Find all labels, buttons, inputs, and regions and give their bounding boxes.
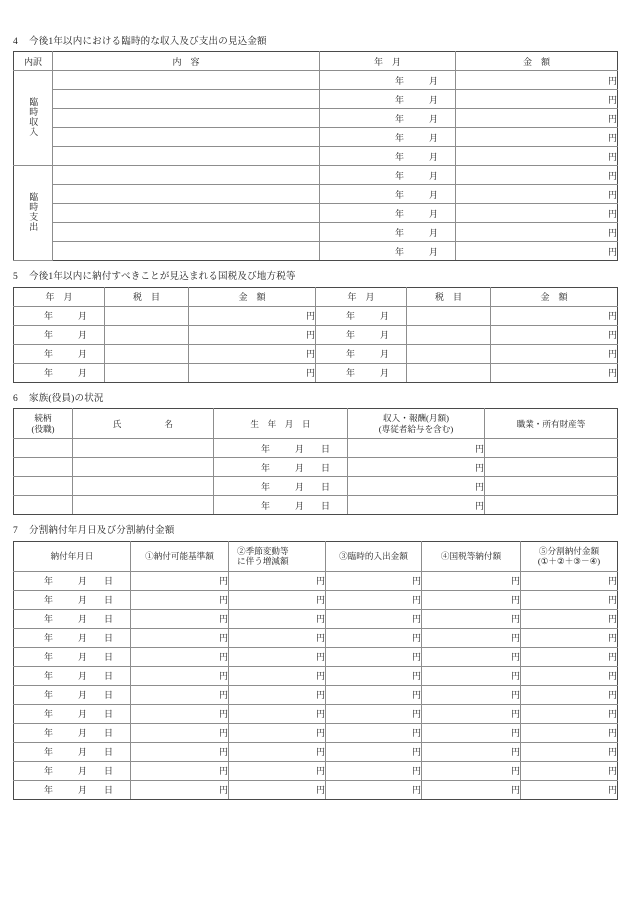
installment-amount-input-cell[interactable]: 円: [521, 780, 618, 799]
year-month-input-cell[interactable]: 年 月: [14, 344, 105, 363]
year-month-input-cell[interactable]: 年 月: [320, 204, 456, 223]
occupation-input-cell[interactable]: [485, 496, 618, 515]
table-row: [14, 571, 618, 590]
temporary-amount-input-cell[interactable]: 円: [326, 761, 422, 780]
table-row: [14, 306, 618, 325]
occupation-input-cell[interactable]: [485, 458, 618, 477]
tax-item-input-cell[interactable]: [407, 363, 491, 382]
installment-amount-input-cell[interactable]: 円: [521, 742, 618, 761]
amount-input-cell[interactable]: 円: [189, 325, 316, 344]
header-seasonal-adjustment: ②季節変動等 に伴う増減額: [229, 541, 326, 571]
temporary-amount-input-cell[interactable]: 円: [326, 609, 422, 628]
content-input-cell[interactable]: [53, 109, 320, 128]
table-row: [14, 71, 618, 90]
section-5-table: [13, 287, 618, 383]
amount-input-cell[interactable]: 円: [456, 185, 618, 204]
table-header-row: [14, 409, 618, 439]
relation-input-cell[interactable]: [14, 458, 73, 477]
section-5-number: 5: [13, 272, 18, 283]
section-6-title: [0, 394, 630, 408]
tax-payment-input-cell[interactable]: 円: [422, 704, 521, 723]
base-amount-input-cell[interactable]: 円: [131, 704, 229, 723]
year-month-input-cell[interactable]: 年 月: [316, 325, 407, 344]
table-row: [14, 166, 618, 185]
tax-item-input-cell[interactable]: [105, 306, 189, 325]
content-input-cell[interactable]: [53, 223, 320, 242]
content-input-cell[interactable]: [53, 90, 320, 109]
year-month-input-cell[interactable]: 年 月: [320, 166, 456, 185]
content-input-cell[interactable]: [53, 128, 320, 147]
year-month-input-cell[interactable]: 年 月: [316, 344, 407, 363]
seasonal-adjustment-input-cell[interactable]: 円: [229, 723, 326, 742]
occupation-input-cell[interactable]: [485, 477, 618, 496]
seasonal-adjustment-input-cell[interactable]: 円: [229, 647, 326, 666]
temporary-amount-input-cell[interactable]: 円: [326, 685, 422, 704]
name-input-cell[interactable]: [73, 439, 214, 458]
table-row: [14, 647, 618, 666]
amount-input-cell[interactable]: 円: [456, 223, 618, 242]
section-5-heading-text: 今後1年以内に納付すべきことが見込まれる国税及び地方税等: [29, 272, 296, 283]
year-month-input-cell[interactable]: 年 月: [320, 109, 456, 128]
seasonal-adjustment-input-cell[interactable]: 円: [229, 704, 326, 723]
spacer-4-5: [0, 261, 630, 272]
base-amount-input-cell[interactable]: 円: [131, 780, 229, 799]
seasonal-adjustment-input-cell[interactable]: 円: [229, 628, 326, 647]
header-amount: 金 額: [456, 52, 618, 71]
header-year-month-2: 年 月: [316, 287, 407, 306]
header-installment-amount: ⑤分割納付金額 (①＋②＋③－④): [521, 541, 618, 571]
temporary-amount-input-cell[interactable]: 円: [326, 590, 422, 609]
tax-payment-input-cell[interactable]: 円: [422, 780, 521, 799]
tax-payment-input-cell[interactable]: 円: [422, 590, 521, 609]
name-input-cell[interactable]: [73, 458, 214, 477]
amount-input-cell[interactable]: 円: [189, 344, 316, 363]
payment-date-input-cell[interactable]: 年 月 日: [14, 742, 131, 761]
base-amount-input-cell[interactable]: 円: [131, 590, 229, 609]
table-row: [14, 185, 618, 204]
amount-input-cell[interactable]: 円: [456, 166, 618, 185]
section-5-title: [0, 272, 630, 286]
section-4-table: [13, 51, 618, 261]
tax-item-input-cell[interactable]: [105, 325, 189, 344]
seasonal-adjustment-input-cell[interactable]: 円: [229, 609, 326, 628]
table-row: [14, 780, 618, 799]
header-year-month: 年 月: [320, 52, 456, 71]
base-amount-input-cell[interactable]: 円: [131, 685, 229, 704]
table-row: [14, 496, 618, 515]
table-row: [14, 458, 618, 477]
spacer-5-6: [0, 383, 630, 394]
amount-input-cell[interactable]: 円: [456, 90, 618, 109]
section-7-title: [0, 526, 630, 540]
year-month-input-cell[interactable]: 年 月: [14, 325, 105, 344]
amount-input-cell[interactable]: 円: [491, 344, 618, 363]
table-row: [14, 666, 618, 685]
amount-input-cell[interactable]: 円: [189, 363, 316, 382]
payment-date-input-cell[interactable]: 年 月 日: [14, 780, 131, 799]
table-row: [14, 685, 618, 704]
name-input-cell[interactable]: [73, 496, 214, 515]
tax-payment-input-cell[interactable]: 円: [422, 571, 521, 590]
base-amount-input-cell[interactable]: 円: [131, 742, 229, 761]
installment-amount-input-cell[interactable]: 円: [521, 761, 618, 780]
amount-input-cell[interactable]: 円: [456, 147, 618, 166]
payment-date-input-cell[interactable]: 年 月 日: [14, 609, 131, 628]
section-4-title: [0, 37, 630, 51]
seasonal-adjustment-input-cell[interactable]: 円: [229, 742, 326, 761]
seasonal-adjustment-input-cell[interactable]: 円: [229, 685, 326, 704]
payment-date-input-cell[interactable]: 年 月 日: [14, 647, 131, 666]
content-input-cell[interactable]: [53, 71, 320, 90]
seasonal-adjustment-input-cell[interactable]: 円: [229, 780, 326, 799]
section-7: [0, 526, 630, 799]
income-input-cell[interactable]: 円: [348, 496, 485, 515]
table-row: [14, 590, 618, 609]
tax-payment-input-cell[interactable]: 円: [422, 628, 521, 647]
table-row: [14, 344, 618, 363]
seasonal-adjustment-input-cell[interactable]: 円: [229, 590, 326, 609]
amount-input-cell[interactable]: 円: [491, 325, 618, 344]
table-header-row: [14, 541, 618, 571]
installment-amount-input-cell[interactable]: 円: [521, 685, 618, 704]
amount-input-cell[interactable]: 円: [189, 306, 316, 325]
tax-item-input-cell[interactable]: [105, 344, 189, 363]
content-input-cell[interactable]: [53, 147, 320, 166]
payment-date-input-cell[interactable]: 年 月 日: [14, 590, 131, 609]
relation-input-cell[interactable]: [14, 477, 73, 496]
table-row: [14, 439, 618, 458]
temporary-amount-input-cell[interactable]: 円: [326, 742, 422, 761]
header-amount-2: 金 額: [491, 287, 618, 306]
payment-date-input-cell[interactable]: 年 月 日: [14, 571, 131, 590]
header-temporary-amount: ③臨時的入出金額: [326, 541, 422, 571]
year-month-input-cell[interactable]: 年 月: [14, 363, 105, 382]
header-income: 収入・報酬(月額) (専従者給与を含む): [348, 409, 485, 439]
section-7-heading-text: 分割納付年月日及び分割納付金額: [29, 526, 175, 537]
temporary-amount-input-cell[interactable]: 円: [326, 780, 422, 799]
year-month-input-cell[interactable]: 年 月: [320, 242, 456, 261]
tax-item-input-cell[interactable]: [407, 306, 491, 325]
header-payment-date: 納付年月日: [14, 541, 131, 571]
base-amount-input-cell[interactable]: 円: [131, 571, 229, 590]
installment-amount-input-cell[interactable]: 円: [521, 704, 618, 723]
header-tax-item-2: 税 目: [407, 287, 491, 306]
tax-item-input-cell[interactable]: [105, 363, 189, 382]
base-amount-input-cell[interactable]: 円: [131, 723, 229, 742]
seasonal-adjustment-input-cell[interactable]: 円: [229, 666, 326, 685]
table-row: [14, 609, 618, 628]
content-input-cell[interactable]: [53, 204, 320, 223]
temporary-amount-input-cell[interactable]: 円: [326, 571, 422, 590]
header-occupation: 職業・所有財産等: [485, 409, 618, 439]
table-row: [14, 477, 618, 496]
table-row: [14, 742, 618, 761]
header-birth-date: 生 年 月 日: [214, 409, 348, 439]
year-month-input-cell[interactable]: 年 月: [316, 306, 407, 325]
income-input-cell[interactable]: 円: [348, 477, 485, 496]
installment-amount-input-cell[interactable]: 円: [521, 647, 618, 666]
installment-amount-input-cell[interactable]: 円: [521, 723, 618, 742]
group-label-expense: 臨時支出: [14, 166, 53, 261]
tax-item-input-cell[interactable]: [407, 344, 491, 363]
birth-date-input-cell[interactable]: 年 月 日: [214, 496, 348, 515]
amount-input-cell[interactable]: 円: [456, 109, 618, 128]
header-amount-1: 金 額: [189, 287, 316, 306]
section-4: [0, 0, 630, 261]
section-4-heading-text: 今後1年以内における臨時的な収入及び支出の見込金額: [29, 37, 267, 47]
year-month-input-cell[interactable]: 年 月: [316, 363, 407, 382]
payment-date-input-cell[interactable]: 年 月 日: [14, 704, 131, 723]
relation-input-cell[interactable]: [14, 496, 73, 515]
temporary-amount-input-cell[interactable]: 円: [326, 666, 422, 685]
section-7-table: [13, 541, 618, 800]
table-row: [14, 242, 618, 261]
table-row: [14, 147, 618, 166]
content-input-cell[interactable]: [53, 166, 320, 185]
section-6-number: 6: [13, 393, 18, 404]
base-amount-input-cell[interactable]: 円: [131, 666, 229, 685]
birth-date-input-cell[interactable]: 年 月 日: [214, 477, 348, 496]
tax-payment-input-cell[interactable]: 円: [422, 761, 521, 780]
installment-amount-input-cell[interactable]: 円: [521, 666, 618, 685]
tax-payment-input-cell[interactable]: 円: [422, 742, 521, 761]
amount-input-cell[interactable]: 円: [491, 306, 618, 325]
section-7-number: 7: [13, 526, 18, 537]
table-row: [14, 704, 618, 723]
temporary-amount-input-cell[interactable]: 円: [326, 723, 422, 742]
header-base-amount: ①納付可能基準額: [131, 541, 229, 571]
tax-payment-input-cell[interactable]: 円: [422, 647, 521, 666]
header-tax-item-1: 税 目: [105, 287, 189, 306]
table-row: [14, 109, 618, 128]
tax-payment-input-cell[interactable]: 円: [422, 723, 521, 742]
temporary-amount-input-cell[interactable]: 円: [326, 704, 422, 723]
seasonal-adjustment-input-cell[interactable]: 円: [229, 571, 326, 590]
header-relation: 続柄 (役職): [14, 409, 73, 439]
installment-amount-input-cell[interactable]: 円: [521, 609, 618, 628]
amount-input-cell[interactable]: 円: [456, 204, 618, 223]
income-input-cell[interactable]: 円: [348, 439, 485, 458]
year-month-input-cell[interactable]: 年 月: [14, 306, 105, 325]
installment-amount-input-cell[interactable]: 円: [521, 590, 618, 609]
seasonal-adjustment-input-cell[interactable]: 円: [229, 761, 326, 780]
section-6: [0, 394, 630, 515]
birth-date-input-cell[interactable]: 年 月 日: [214, 439, 348, 458]
base-amount-input-cell[interactable]: 円: [131, 761, 229, 780]
section-6-table: [13, 408, 618, 515]
table-row: [14, 128, 618, 147]
payment-date-input-cell[interactable]: 年 月 日: [14, 666, 131, 685]
year-month-input-cell[interactable]: 年 月: [320, 147, 456, 166]
table-row: [14, 363, 618, 382]
amount-input-cell[interactable]: 円: [456, 71, 618, 90]
installment-amount-input-cell[interactable]: 円: [521, 571, 618, 590]
section-5: [0, 272, 630, 382]
amount-input-cell[interactable]: 円: [491, 363, 618, 382]
year-month-input-cell[interactable]: 年 月: [320, 185, 456, 204]
name-input-cell[interactable]: [73, 477, 214, 496]
section-4-number: 4: [13, 37, 18, 47]
table-row: [14, 325, 618, 344]
year-month-input-cell[interactable]: 年 月: [320, 71, 456, 90]
payment-date-input-cell[interactable]: 年 月 日: [14, 685, 131, 704]
header-year-month-1: 年 月: [14, 287, 105, 306]
content-input-cell[interactable]: [53, 242, 320, 261]
table-row: [14, 628, 618, 647]
payment-date-input-cell[interactable]: 年 月 日: [14, 628, 131, 647]
temporary-amount-input-cell[interactable]: 円: [326, 647, 422, 666]
year-month-input-cell[interactable]: 年 月: [320, 223, 456, 242]
table-row: [14, 761, 618, 780]
amount-input-cell[interactable]: 円: [456, 242, 618, 261]
tax-item-input-cell[interactable]: [407, 325, 491, 344]
birth-date-input-cell[interactable]: 年 月 日: [214, 458, 348, 477]
tax-payment-input-cell[interactable]: 円: [422, 666, 521, 685]
base-amount-input-cell[interactable]: 円: [131, 628, 229, 647]
table-row: [14, 204, 618, 223]
temporary-amount-input-cell[interactable]: 円: [326, 628, 422, 647]
payment-date-input-cell[interactable]: 年 月 日: [14, 723, 131, 742]
table-header-row: [14, 52, 618, 71]
spacer-6-7: [0, 515, 630, 526]
year-month-input-cell[interactable]: 年 月: [320, 90, 456, 109]
table-header-row: [14, 287, 618, 306]
tax-payment-input-cell[interactable]: 円: [422, 685, 521, 704]
header-tax-payment: ④国税等納付額: [422, 541, 521, 571]
tax-payment-input-cell[interactable]: 円: [422, 609, 521, 628]
group-label-income: 臨時収入: [14, 71, 53, 166]
base-amount-input-cell[interactable]: 円: [131, 647, 229, 666]
year-month-input-cell[interactable]: 年 月: [320, 128, 456, 147]
payment-date-input-cell[interactable]: 年 月 日: [14, 761, 131, 780]
base-amount-input-cell[interactable]: 円: [131, 609, 229, 628]
table-row: [14, 90, 618, 109]
header-name: 氏 名: [73, 409, 214, 439]
content-input-cell[interactable]: [53, 185, 320, 204]
relation-input-cell[interactable]: [14, 439, 73, 458]
header-content: 内 容: [53, 52, 320, 71]
table-row: [14, 223, 618, 242]
income-input-cell[interactable]: 円: [348, 458, 485, 477]
header-breakdown: 内訳: [14, 52, 53, 71]
installment-amount-input-cell[interactable]: 円: [521, 628, 618, 647]
amount-input-cell[interactable]: 円: [456, 128, 618, 147]
occupation-input-cell[interactable]: [485, 439, 618, 458]
section-6-heading-text: 家族(役員)の状況: [29, 393, 104, 404]
table-row: [14, 723, 618, 742]
